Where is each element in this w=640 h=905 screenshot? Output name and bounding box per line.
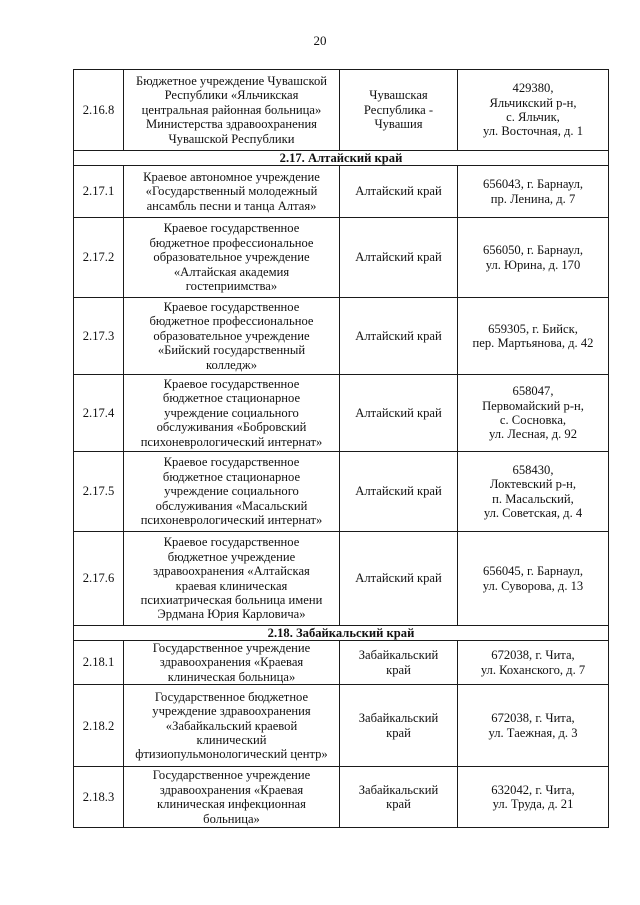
institution-name-line: психиатрическая больница имени (140, 592, 323, 607)
address-line: ул. Таежная, д. 3 (488, 725, 578, 740)
table-row (74, 218, 609, 298)
institution-name-line: бюджетное стационарное (162, 469, 301, 484)
region-line: Алтайский край (355, 250, 442, 265)
region-cell (340, 767, 458, 828)
table-row (74, 641, 609, 685)
address-line: 672038, г. Чита, (491, 648, 575, 663)
table-row (74, 685, 609, 767)
institution-name-line: образовательное учреждение (153, 250, 310, 265)
institution-name-cell (124, 166, 340, 218)
address-line: 658430, (512, 462, 554, 477)
region-cell (340, 375, 458, 452)
address-line: ул. Лесная, д. 92 (489, 427, 577, 442)
region-cell (340, 532, 458, 626)
address-line: 632042, г. Чита, (491, 782, 575, 797)
table-row (74, 767, 609, 828)
table-row (74, 70, 609, 151)
table-row (74, 298, 609, 375)
institution-name-line: учреждение социального (164, 405, 299, 420)
section-title: 2.17. Алтайский край (74, 151, 609, 166)
institution-name-line: здравоохранения «Краевая (159, 655, 304, 670)
institution-name-line: психоневрологический интернат» (140, 434, 323, 449)
institution-name-cell (124, 452, 340, 532)
address-line: Первомайский р-н, (482, 398, 584, 413)
address-cell (458, 70, 609, 151)
region-cell (340, 641, 458, 685)
region-line: Алтайский край (355, 405, 442, 420)
institution-name-line: бюджетное учреждение (167, 549, 296, 564)
address-cell (458, 298, 609, 375)
address-line: Яльчикский р-н, (489, 95, 577, 110)
region-cell (340, 452, 458, 532)
row-number: 2.17.5 (74, 452, 124, 532)
institution-name-line: Эрдмана Юрия Карловича» (157, 607, 306, 622)
address-line: ул. Восточная, д. 1 (483, 124, 583, 139)
table-body (74, 70, 609, 828)
row-number: 2.17.3 (74, 298, 124, 375)
institution-name-line: здравоохранения «Алтайская (153, 564, 310, 579)
institution-name-line: «Алтайская академия (173, 264, 290, 279)
institution-name-line: гостеприимства» (185, 279, 278, 294)
institution-name-line: больница» (203, 811, 260, 826)
address-line: 656050, г. Барнаул, (482, 243, 584, 258)
institution-name-line: «Бийский государственный (157, 343, 306, 358)
institution-name-line: учреждение здравоохранения (152, 704, 311, 719)
address-line: ул. Труда, д. 21 (492, 797, 574, 812)
region-line: Алтайский край (355, 571, 442, 586)
region-line: Забайкальский (358, 711, 439, 726)
address-line: 656045, г. Барнаул, (482, 564, 584, 579)
address-cell (458, 218, 609, 298)
institution-name-line: «Государственный молодежный (145, 184, 318, 199)
table-row (74, 166, 609, 218)
address-line: ул. Советская, д. 4 (483, 505, 583, 520)
region-line: Алтайский край (355, 328, 442, 343)
institution-name-line: психоневрологический интернат» (140, 513, 323, 528)
institution-name-line: краевая клиническая (175, 578, 288, 593)
institution-name-line: Краевое государственное (163, 535, 300, 550)
region-line: Забайкальский (358, 648, 439, 663)
institution-name-cell (124, 375, 340, 452)
region-cell (340, 298, 458, 375)
institution-name-cell (124, 532, 340, 626)
address-line: Локтевский р-н, (489, 477, 577, 492)
address-cell (458, 767, 609, 828)
institution-name-line: бюджетное профессиональное (149, 314, 314, 329)
institution-name-cell (124, 70, 340, 151)
address-cell (458, 641, 609, 685)
institution-name-line: бюджетное профессиональное (149, 235, 314, 250)
institution-name-line: Краевое государственное (163, 455, 300, 470)
region-line: край (386, 662, 411, 677)
institution-name-line: Краевое государственное (163, 299, 300, 314)
row-number: 2.18.3 (74, 767, 124, 828)
institution-name-line: Бюджетное учреждение Чувашской (135, 73, 328, 88)
institution-name-line: здравоохранения «Краевая (159, 782, 304, 797)
region-line: Чувашская (369, 88, 428, 103)
institution-name-line: клинический (196, 732, 267, 747)
institution-name-line: Краевое государственное (163, 221, 300, 236)
region-line: Чувашия (374, 117, 423, 132)
region-cell (340, 70, 458, 151)
row-number: 2.17.4 (74, 375, 124, 452)
region-line: Алтайский край (355, 484, 442, 499)
address-line: ул. Суворова, д. 13 (482, 578, 584, 593)
address-cell (458, 166, 609, 218)
institution-name-line: образовательное учреждение (153, 328, 310, 343)
address-line: 656043, г. Барнаул, (482, 177, 584, 192)
institution-name-cell (124, 298, 340, 375)
address-line: 658047, (512, 384, 554, 399)
institution-name-line: клиническая больница» (167, 669, 296, 684)
institution-name-line: клиническая инфекционная (157, 797, 306, 812)
institution-name-line: Государственное бюджетное (154, 689, 309, 704)
institutions-table (73, 69, 609, 828)
table-row (74, 375, 609, 452)
section-title: 2.18. Забайкальский край (74, 626, 609, 641)
region-cell (340, 218, 458, 298)
address-cell (458, 375, 609, 452)
row-number: 2.16.8 (74, 70, 124, 151)
address-line: п. Масальский, (492, 491, 574, 506)
institution-name-line: учреждение социального (164, 484, 299, 499)
institution-name-line: Республики «Яльчикская (164, 88, 299, 103)
row-number: 2.17.2 (74, 218, 124, 298)
row-number: 2.18.1 (74, 641, 124, 685)
institution-name-cell (124, 767, 340, 828)
address-line: пр. Ленина, д. 7 (490, 191, 576, 206)
section-header-row (74, 151, 609, 166)
institution-name-line: центральная районная больница» (141, 102, 322, 117)
institution-name-line: Государственное учреждение (152, 641, 311, 655)
address-cell (458, 452, 609, 532)
region-cell (340, 166, 458, 218)
region-line: Алтайский край (355, 184, 442, 199)
section-header-row (74, 626, 609, 641)
address-cell (458, 532, 609, 626)
institution-name-cell (124, 641, 340, 685)
institution-name-line: Министерства здравоохранения (146, 117, 317, 132)
institution-name-line: ансамбль песни и танца Алтая» (146, 198, 317, 213)
row-number: 2.17.1 (74, 166, 124, 218)
institution-name-line: бюджетное стационарное (162, 391, 301, 406)
row-number: 2.18.2 (74, 685, 124, 767)
address-cell (458, 685, 609, 767)
region-line: край (386, 797, 411, 812)
region-line: Республика - (363, 102, 434, 117)
institution-name-line: Краевое автономное учреждение (143, 169, 320, 184)
institution-name-line: обслуживания «Масальский (155, 498, 308, 513)
institution-name-line: Чувашской Республики (168, 131, 295, 146)
table-row (74, 532, 609, 626)
row-number: 2.17.6 (74, 532, 124, 626)
address-line: с. Яльчик, (506, 110, 560, 124)
institution-name-line: Государственное учреждение (152, 768, 311, 783)
address-line: с. Сосновка, (499, 413, 567, 427)
page-number: 20 (313, 33, 327, 48)
institution-name-line: колледж» (205, 357, 257, 372)
institution-name-cell (124, 218, 340, 298)
region-line: Забайкальский (358, 782, 439, 797)
address-line: пер. Мартьянова, д. 42 (472, 336, 594, 350)
institution-name-cell (124, 685, 340, 767)
address-line: 672038, г. Чита, (491, 711, 575, 726)
institution-name-line: «Забайкальский краевой (165, 718, 298, 733)
address-line: 659305, г. Бийск, (488, 321, 578, 336)
institution-name-line: Краевое государственное (163, 376, 300, 391)
institution-name-line: фтизиопульмонологический центр» (135, 747, 328, 762)
address-line: 429380, (512, 81, 554, 96)
address-line: ул. Юрина, д. 170 (485, 257, 581, 272)
region-line: край (386, 725, 411, 740)
address-line: ул. Коханского, д. 7 (480, 662, 586, 677)
institution-name-line: обслуживания «Бобровский (156, 420, 307, 435)
region-cell (340, 685, 458, 767)
table-row (74, 452, 609, 532)
